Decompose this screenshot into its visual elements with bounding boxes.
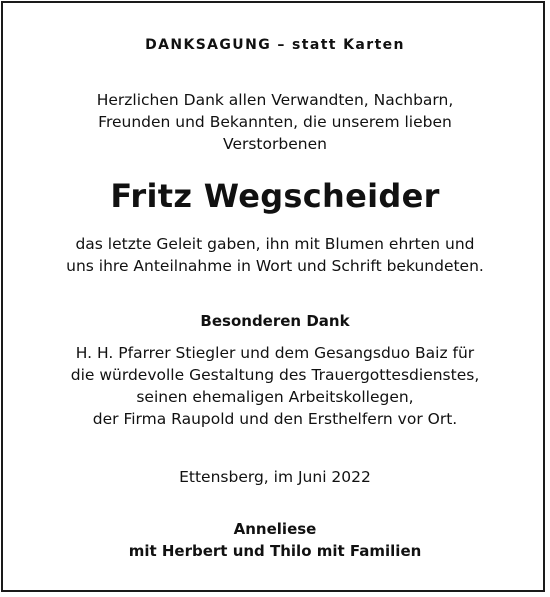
special-thanks-line: H. H. Pfarrer Stiegler und dem Gesangsduo Baiz für (75, 344, 475, 362)
special-thanks-text (0, 342, 550, 430)
special-thanks-heading: Besonderen Dank (200, 312, 350, 330)
special-thanks-line: der Firma Raupold und den Ersthelfern vor Ort. (92, 410, 458, 428)
deceased-name: Fritz Wegscheider (110, 177, 440, 215)
intro-line: Verstorbenen (223, 135, 327, 153)
signature-line: mit Herbert und Thilo mit Familien (128, 542, 422, 560)
body-line: das letzte Geleit gaben, ihn mit Blumen ehrten und (75, 235, 475, 253)
notice-heading: DANKSAGUNG – statt Karten (145, 37, 405, 53)
intro-text (0, 89, 550, 155)
body-line: uns ihre Anteilnahme in Wort und Schrift bekundeten. (66, 257, 484, 275)
intro-line: Freunden und Bekannten, die unserem lieben (98, 113, 452, 131)
place-date: Ettensberg, im Juni 2022 (179, 468, 371, 486)
intro-line: Herzlichen Dank allen Verwandten, Nachbarn, (96, 91, 454, 109)
signature (0, 518, 550, 562)
signature-line: Anneliese (233, 520, 317, 538)
special-thanks-line: die würdevolle Gestaltung des Trauergottesdienstes, (70, 366, 480, 384)
special-thanks-line: seinen ehemaligen Arbeitskollegen, (136, 388, 414, 406)
body-text (0, 233, 550, 277)
